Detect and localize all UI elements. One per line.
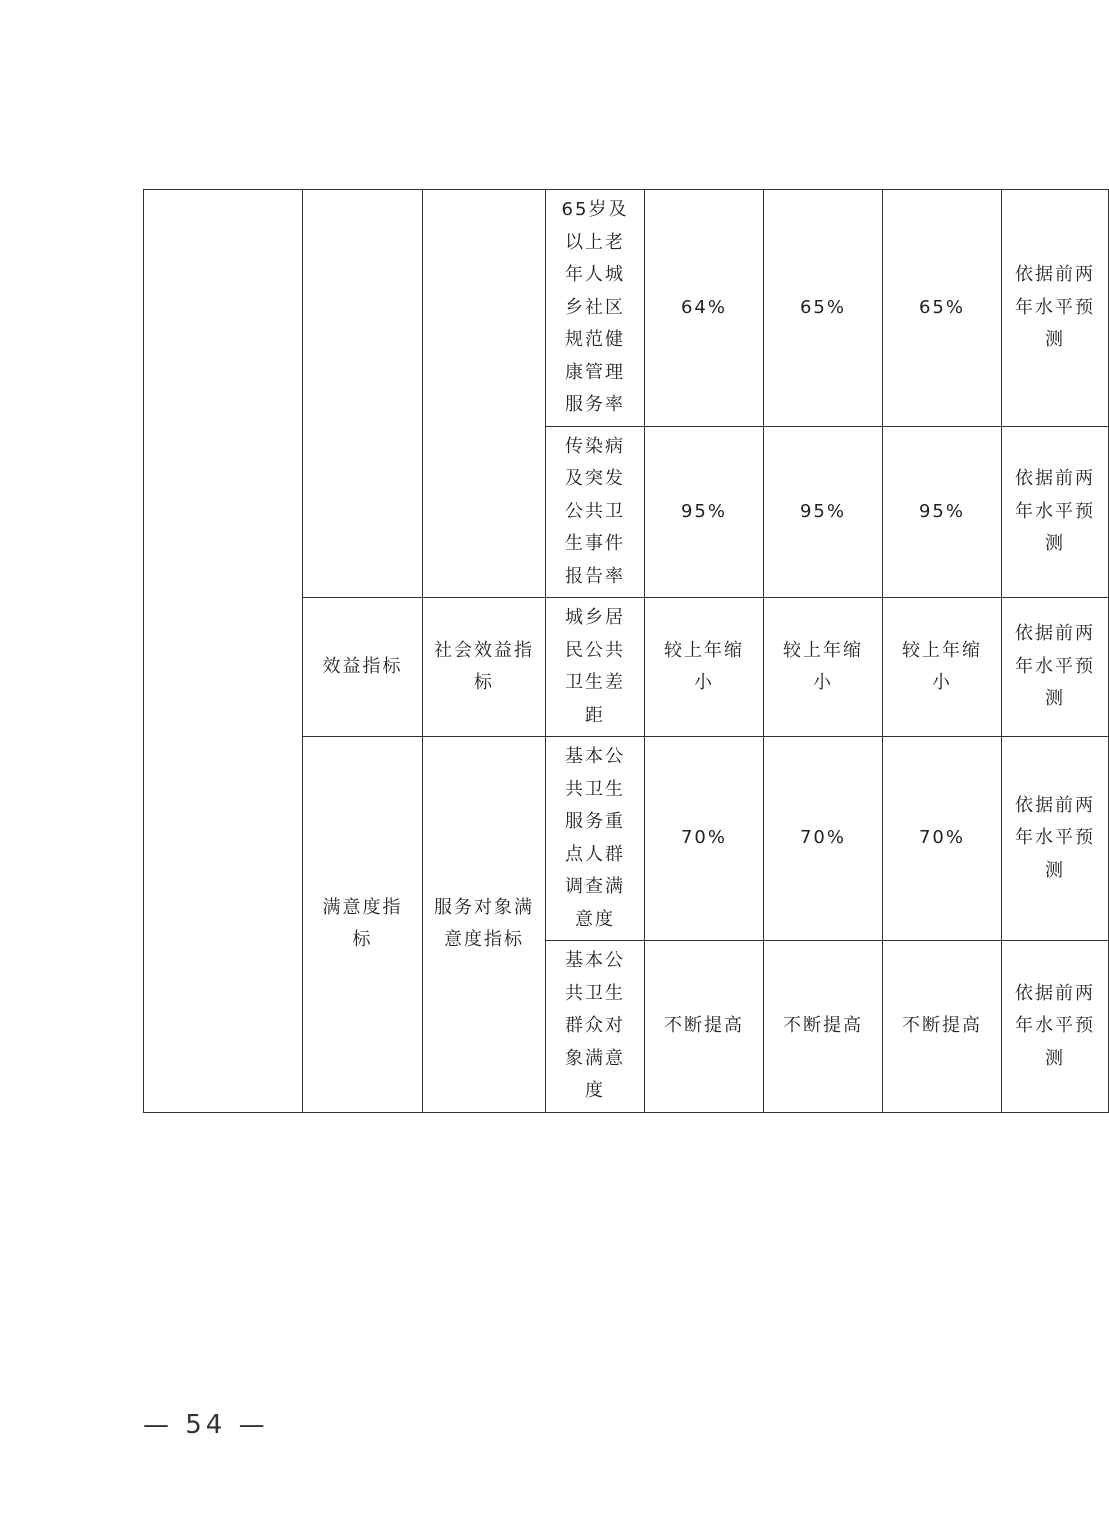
indicator-value-cell: 70%	[883, 737, 1002, 941]
indicator-value-cell: 95%	[883, 426, 1002, 598]
indicator-value-cell: 95%	[764, 426, 883, 598]
table-row	[144, 190, 1109, 427]
indicator-note-cell: 依据前两年水平预测	[1002, 941, 1109, 1113]
indicator-note-cell: 依据前两年水平预测	[1002, 737, 1109, 941]
performance-indicator-table	[143, 189, 1109, 1113]
indicator-value-cell: 64%	[645, 190, 764, 427]
indicator-value-cell: 不断提高	[883, 941, 1002, 1113]
level2-indicator-cell: 满意度指标	[303, 737, 423, 1113]
indicator-note-cell: 依据前两年水平预测	[1002, 598, 1109, 737]
indicator-value-cell: 65%	[764, 190, 883, 427]
level3-indicator-cell: 服务对象满意度指标	[423, 737, 546, 1113]
indicator-value-cell: 95%	[645, 426, 764, 598]
indicator-note-cell: 依据前两年水平预测	[1002, 190, 1109, 427]
indicator-value-cell: 65%	[883, 190, 1002, 427]
page-number: — 54 —	[143, 1410, 269, 1440]
indicator-name-cell: 基本公共卫生服务重点人群调查满意度	[546, 737, 645, 941]
indicator-value-cell: 不断提高	[764, 941, 883, 1113]
indicator-note-cell: 依据前两年水平预测	[1002, 426, 1109, 598]
indicator-value-cell: 不断提高	[645, 941, 764, 1113]
indicator-name-cell: 65岁及以上老年人城乡社区规范健康管理服务率	[546, 190, 645, 427]
indicator-value-cell: 70%	[645, 737, 764, 941]
indicator-value-cell: 较上年缩小	[645, 598, 764, 737]
level3-indicator-cell	[423, 190, 546, 598]
indicator-name-cell: 传染病及突发公共卫生事件报告率	[546, 426, 645, 598]
indicator-value-cell: 70%	[764, 737, 883, 941]
level2-indicator-cell: 效益指标	[303, 598, 423, 737]
level2-indicator-cell	[303, 190, 423, 598]
indicator-name-cell: 城乡居民公共卫生差距	[546, 598, 645, 737]
indicator-name-cell: 基本公共卫生群众对象满意度	[546, 941, 645, 1113]
indicator-value-cell: 较上年缩小	[883, 598, 1002, 737]
level1-indicator-cell	[144, 190, 303, 1113]
indicator-value-cell: 较上年缩小	[764, 598, 883, 737]
level3-indicator-cell: 社会效益指标	[423, 598, 546, 737]
